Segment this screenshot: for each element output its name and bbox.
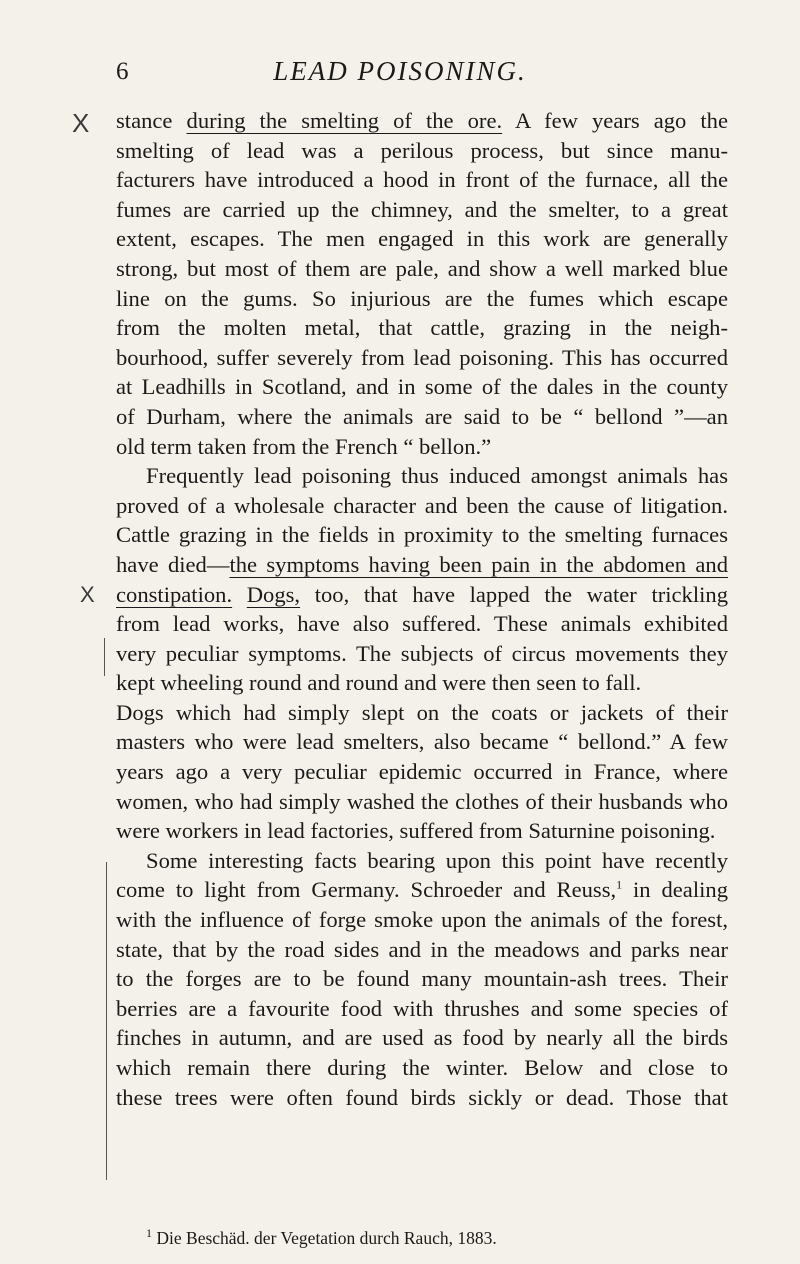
page-header bbox=[0, 52, 800, 92]
text-line-13: Frequently lead poisoning thus induced amongst animals has bbox=[146, 463, 728, 489]
text-line-20: kept wheeling round and round and were then seen to fall. bbox=[116, 670, 642, 696]
footnote bbox=[146, 1228, 746, 1249]
text-line-21: Dogs which had simply slept on the coats or jackets of their bbox=[116, 699, 728, 725]
margin-x-mark-2: X bbox=[80, 582, 95, 607]
text-line-31: berries are a favourite food with thrushes and some species of bbox=[116, 995, 728, 1021]
underlined-phrase: constipation. bbox=[116, 581, 233, 607]
margin-bracket-1 bbox=[104, 638, 105, 676]
text-line-24: women, who had simply washed the clothes of their husbands who bbox=[116, 788, 728, 814]
text-line-9: bourhood, suffer severely from lead poisoning. This has occurred bbox=[116, 344, 728, 370]
margin-x-mark-1: X bbox=[72, 108, 90, 138]
underlined-phrase: during the smelting of the ore. bbox=[186, 108, 503, 133]
underlined-phrase: the symptoms having been pain in the abdomen and bbox=[229, 551, 728, 577]
text-line-27: come to light from Germany. Schroeder and Reuss,$^1$ in dealing bbox=[116, 877, 728, 903]
text-line-14: proved of a wholesale character and been the cause of litigation. bbox=[116, 492, 728, 518]
text-line-11: of Durham, where the animals are said to be “ bellond ”—an bbox=[116, 403, 728, 429]
footnote-text: Die Beschäd. der Vegetation durch Rauch, 1883. bbox=[152, 1228, 497, 1248]
text-line-30: to the forges are to be found many mountain-ash trees. Their bbox=[116, 966, 728, 992]
text-line-16: have died—the symptoms having been pain in the abdomen and bbox=[116, 551, 728, 577]
text-line-12: old term taken from the French “ bellon.” bbox=[116, 433, 492, 459]
page-number: 6 bbox=[116, 58, 129, 85]
footnote-ref: 1 bbox=[616, 877, 623, 892]
text-line-19: very peculiar symptoms. The subjects of circus movements they bbox=[116, 640, 728, 666]
text-line-4: fumes are carried up the chimney, and the smelter, to a great bbox=[116, 196, 728, 222]
text-line-34: these trees were often found birds sickly or dead. Those that bbox=[116, 1084, 728, 1110]
text-line-18: from lead works, have also suffered. These animals exhibited bbox=[116, 611, 728, 637]
text-line-2: smelting of lead was a perilous process, but since manu- bbox=[116, 137, 728, 163]
text-line-25: were workers in lead factories, suffered from Saturnine poisoning. bbox=[116, 818, 716, 844]
body-text bbox=[116, 106, 728, 1112]
text-line-29: state, that by the road sides and in the meadows and parks near bbox=[116, 936, 728, 962]
text-line-26: Some interesting facts bearing upon this point have recently bbox=[146, 847, 728, 873]
text-line-1: stance during the smelting of the ore. A few years ago the bbox=[116, 108, 729, 133]
footnote-marker: 1 bbox=[146, 1226, 152, 1241]
text-line-8: from the molten metal, that cattle, grazing in the neigh- bbox=[116, 315, 728, 341]
text-line-5: extent, escapes. The men engaged in this work are generally bbox=[116, 226, 728, 252]
text-line-3: facturers have introduced a hood in front of the furnace, all the bbox=[116, 167, 728, 193]
text-line-32: finches in autumn, and are used as food by nearly all the birds bbox=[116, 1025, 728, 1051]
margin-bracket-2 bbox=[106, 862, 107, 1180]
text-line-17: constipation. Dogs, too, that have lapped the water trickling bbox=[116, 581, 728, 607]
running-head: LEAD POISONING. bbox=[273, 56, 527, 86]
text-line-10: at Leadhills in Scotland, and in some of the dales in the county bbox=[116, 374, 728, 400]
text-line-6: strong, but most of them are pale, and show a well marked blue bbox=[116, 255, 728, 281]
text-line-28: with the influence of forge smoke upon the animals of the forest, bbox=[116, 907, 728, 933]
text-line-15: Cattle grazing in the fields in proximity to the smelting furnaces bbox=[116, 522, 728, 548]
text-line-7: line on the gums. So injurious are the fumes which escape bbox=[116, 285, 728, 311]
text-line-23: years ago a very peculiar epidemic occurred in France, where bbox=[116, 759, 728, 785]
underlined-phrase: Dogs, bbox=[246, 581, 301, 607]
text-line-22: masters who were lead smelters, also became “ bellond.” A few bbox=[116, 729, 728, 755]
text-line-33: which remain there during the winter. Below and close to bbox=[116, 1055, 728, 1080]
